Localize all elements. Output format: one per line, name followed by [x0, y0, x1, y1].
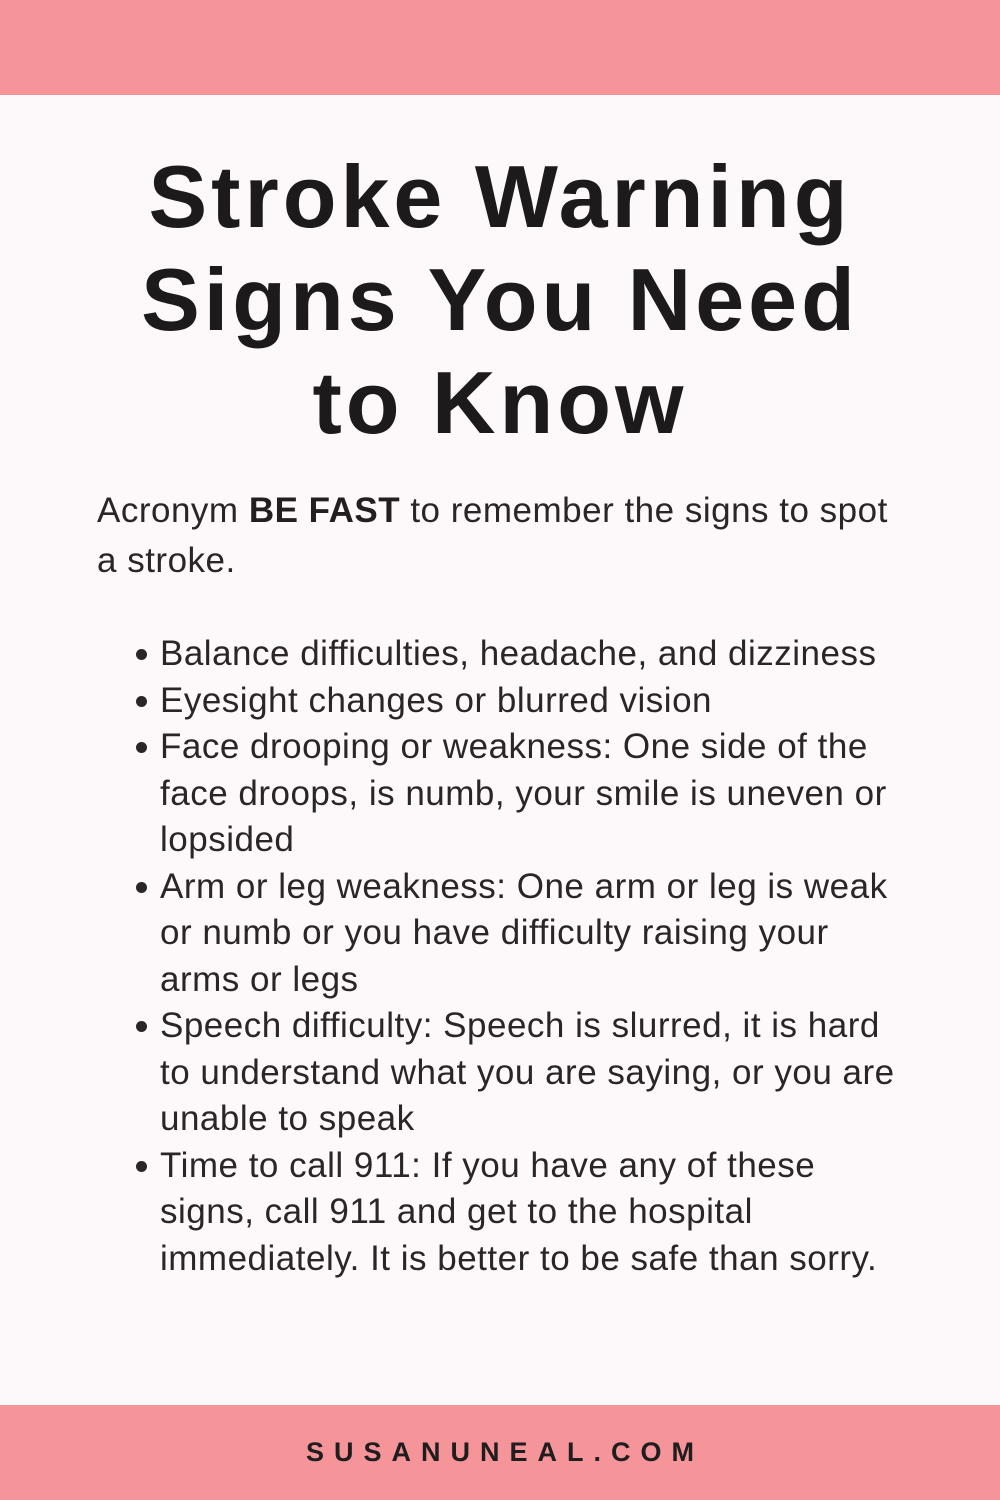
list-item-text: Arm or leg weakness: One arm or leg is weak or numb or you have difficulty raising your arms or legs: [160, 866, 888, 999]
bullet-dot-icon: [136, 1161, 147, 1172]
bullet-dot-icon: [136, 696, 147, 707]
acronym-highlight: BE FAST: [248, 491, 401, 530]
intro-paragraph: [97, 486, 900, 586]
list-item: [160, 864, 897, 1004]
title-line-3: to Know: [312, 353, 688, 452]
list-item: [160, 1143, 897, 1283]
list-item: [160, 1003, 897, 1143]
bullet-dot-icon: [136, 1021, 147, 1032]
warning-signs-list: [0, 631, 1000, 1282]
list-item-text: Time to call 911: If you have any of these signs, call 911 and get to the hospital immediately. It is better to be safe than sorry.: [160, 1145, 878, 1278]
bullet-dot-icon: [136, 882, 147, 893]
title-line-1: Stroke Warning: [148, 147, 852, 246]
list-item-text: Speech difficulty: Speech is slurred, it is hard to understand what you are saying, or you are unable to speak: [160, 1006, 895, 1138]
list-item: [160, 678, 897, 725]
title-line-2: Signs You Need: [141, 250, 859, 349]
list-item-text: Eyesight changes or blurred vision: [160, 680, 713, 720]
bullet-dot-icon: [136, 649, 147, 660]
list-item-text: Face drooping or weakness: One side of the face droops, is numb, your smile is uneven or lopsided: [160, 727, 887, 859]
intro-text-pre: Acronym: [97, 491, 249, 530]
bottom-accent-bar: [0, 1405, 1000, 1500]
bullet-dot-icon: [136, 742, 147, 753]
intro-text-post: to remember the signs to spot a stroke.: [97, 491, 888, 580]
list-item-text: Balance difficulties, headache, and dizziness: [160, 634, 877, 673]
page-title: [0, 145, 1000, 454]
list-item: [160, 631, 897, 678]
content-area: [0, 95, 1000, 1282]
list-item: [160, 724, 897, 864]
top-accent-bar: [0, 0, 1000, 95]
website-text: SUSANUNEAL.COM: [305, 1437, 704, 1467]
